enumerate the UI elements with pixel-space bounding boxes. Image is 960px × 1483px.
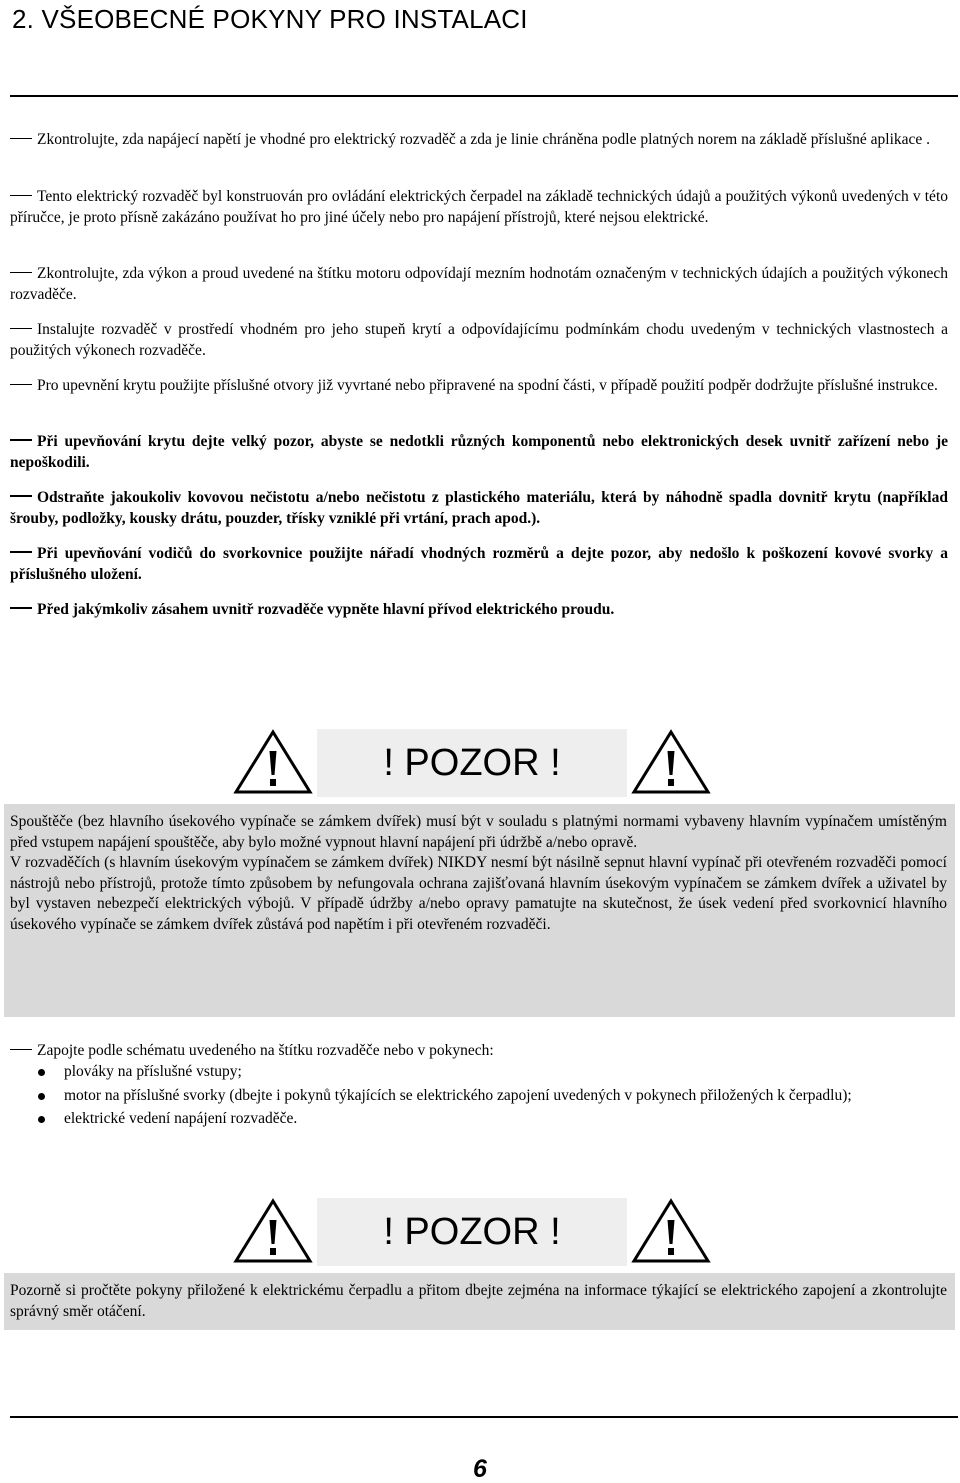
list-item: motor na příslušné svorky (dbejte i pokynů týkajících se elektrického zapojení uvedených v pokynech přiložených k čerpadlu); [36, 1086, 948, 1107]
list-item: elektrické vedení napájení rozvaděče. [36, 1109, 948, 1130]
pozor-banner: ! POZOR ! [317, 1198, 627, 1266]
dash-marker [10, 272, 32, 273]
dash-marker [10, 607, 32, 609]
warning-note-box [4, 1273, 955, 1330]
list-item: plováky na příslušné vstupy; [36, 1062, 948, 1083]
dash-marker [10, 138, 32, 139]
warning-triangle-icon [631, 1198, 711, 1264]
page-title: 2. VŠEOBECNÉ POKYNY PRO INSTALACI [12, 4, 528, 34]
instruction-item: Při upevňování krytu dejte velký pozor, abyste se nedotkli různých komponentů nebo elektronických desek uvnitř zařízení nebo je nepoškodili. [10, 433, 948, 471]
connection-intro: Zapojte podle schématu uvedeného na štítku rozvaděče nebo v pokynech: [10, 1041, 948, 1062]
warning-header [0, 1198, 960, 1268]
warning-triangle-icon [233, 729, 313, 795]
instruction-item: Zkontrolujte, zda výkon a proud uvedené na štítku motoru odpovídají mezním hodnotám označeným v technických údajích a použitých výkonech rozvaděče. [10, 265, 948, 303]
dash-marker [10, 439, 32, 441]
instruction-item: Tento elektrický rozvaděč byl konstruován pro ovládání elektrických čerpadel na základě technických údajů a použitých výkonů uvedených v této příručce, je proto přísně zakázáno používat ho pro jiné účely nebo pro napájení přístrojů, které nejsou elektrické. [10, 188, 948, 226]
instruction-item: Zkontrolujte, zda napájecí napětí je vhodné pro elektrický rozvaděč a zda je linie chráněna podle platných norem na základě příslušné aplikace . [10, 130, 948, 151]
footer-rule [10, 1416, 958, 1418]
warning-paragraph: Pozorně si pročtěte pokyny přiložené k elektrickému čerpadlu a přitom dbejte zejména na informace týkající se elektrického zapojení a zkontrolujte správný směr otáčení. [10, 1282, 947, 1320]
instruction-item: Pro upevnění krytu použijte příslušné otvory již vyvrtané nebo připravené na spodní části, v případě použití podpěr dodržujte příslušné instrukce. [10, 376, 948, 397]
dash-marker [10, 384, 32, 385]
warning-header [0, 729, 960, 799]
warning-paragraph: Spouštěče (bez hlavního úsekového vypínače se zámkem dvířek) musí být v souladu s platnými normami vybaveny hlavním vypínačem umístěným před vstupem napájení spouštěče, aby bylo možné vypnout hlavní napájení při údržbě a/nebo opravě. [10, 813, 947, 851]
instruction-item: Instalujte rozvaděč v prostředí vhodném pro jeho stupeň krytí a odpovídajícímu podmínkám chodu uvedeným v technických vlastnostech a použitých výkonech rozvaděče. [10, 321, 948, 359]
warning-note-box [4, 804, 955, 1017]
page-number: 6 [473, 1455, 487, 1483]
dash-marker [10, 495, 32, 497]
instruction-item: Před jakýmkoliv zásahem uvnitř rozvaděče vypněte hlavní přívod elektrického proudu. [10, 600, 948, 621]
connection-list [36, 1062, 948, 1133]
warning-paragraph: V rozvaděčích (s hlavním úsekovým vypínačem se zámkem dvířek) NIKDY nesmí být násilně sepnut hlavní vypínač při otevřeném rozvaděči pomocí nástrojů nebo přístrojů, protože tímto způsobem by nefungovala ochrana zajišťovaná hlavním úsekovým vypínačem se zámkem dvířek a uživatel by byl vystaven nebezpečí elektrických výbojů. V případě údržby a/nebo opravy pamatujte na skutečnost, že úsek vedení před svorkovnicí hlavního úsekového vypínače se zámkem dvířek zůstává pod napětím i při otevřeném rozvaděči. [10, 854, 947, 933]
instruction-item: Při upevňování vodičů do svorkovnice použijte nářadí vhodných rozměrů a dejte pozor, aby nedošlo k poškození kovové svorky a příslušného uložení. [10, 545, 948, 583]
instruction-item: Odstraňte jakoukoliv kovovou nečistotu a/nebo nečistotu z plastického materiálu, která by náhodně spadla dovnitř krytu (například šrouby, podložky, kousky drátu, pouzder, třísky vzniklé při vrtání, prach apod.). [10, 489, 948, 527]
dash-marker [10, 551, 32, 553]
title-rule [10, 95, 958, 97]
dash-marker [10, 195, 32, 196]
warning-triangle-icon [233, 1198, 313, 1264]
pozor-banner: ! POZOR ! [317, 729, 627, 797]
warning-triangle-icon [631, 729, 711, 795]
dash-marker [10, 1049, 32, 1050]
dash-marker [10, 328, 32, 329]
